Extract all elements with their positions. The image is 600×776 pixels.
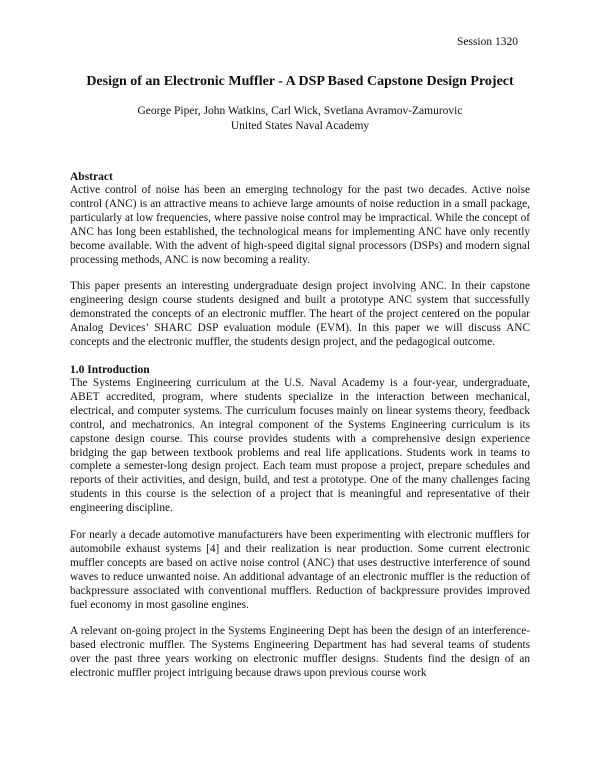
author-block [0, 104, 600, 134]
introduction-paragraph-1: The Systems Engineering curriculum at the U.S. Naval Academy is a four-year, undergraduate, ABET accredited, program, where students specialize in the interaction between mechanical, electrical, and computer systems. The curriculum focuses mainly on linear systems theory, feedback control, and mechatronics. An integral component of the Systems Engineering curriculum is its capstone design course. This course provides students with a comprehensive design experience bridging the gap between textbook problems and real life applications. Students work in teams to complete a semester-long design project. Each team must propose a project, prepare schedules and reports of their activities, and design, build, and test a prototype. One of the many challenges facing students in this course is the selection of a project that is meaningful and representative of their engineering discipline. [70, 376, 530, 515]
paper-title: Design of an Electronic Muffler - A DSP Based Capstone Design Project [86, 74, 514, 89]
session-number: Session 1320 [456, 36, 518, 48]
author-names: George Piper, John Watkins, Carl Wick, Svetlana Avramov-Zamurovic [137, 105, 463, 117]
introduction-heading: 1.0 Introduction [70, 363, 150, 376]
abstract-paragraph-2: This paper presents an interesting undergraduate design project involving ANC. In their capstone engineering design course students designed and built a prototype ANC system that successfully demonstrated the concepts of an electronic muffler. The heart of the project centered on the popular Analog Devices’ SHARC DSP evaluation module (EVM). In this paper we will discuss ANC concepts and the electronic muffler, the students design project, and the pedagogical outcome. [70, 280, 530, 349]
paper-body [70, 170, 530, 681]
abstract-paragraph-1: Active control of noise has been an emerging technology for the past two decades. Active noise control (ANC) is an attractive means to achieve large amounts of noise reduction in a small package, particularly at low frequencies, where passive noise control may be impractical. While the concept of ANC has long been established, the technological means for implementing ANC have only recently become available. With the advent of high-speed digital signal processors (DSPs) and modern signal processing methods, ANC is now becoming a reality. [70, 184, 530, 266]
introduction-section [70, 363, 530, 681]
introduction-paragraph-2: For nearly a decade automotive manufacturers have been experimenting with electronic mufflers for automobile exhaust systems [4] and their realization is near production. Some current electronic muffler concepts are based on active noise control (ANC) that uses destructive interference of sound waves to reduce unwanted noise. An additional advantage of an electronic muffler is the reduction of backpressure associated with conventional mufflers. Reduction of backpressure provides improved fuel economy in most gasoline engines. [70, 529, 530, 611]
introduction-paragraph-3: A relevant on-going project in the Systems Engineering Dept has been the design of an interference-based electronic muffler. The Systems Engineering Department has had several teams of students over the past three years working on electronic muffler designs. Students find the design of an electronic muffler project intriguing because draws upon previous course work [70, 625, 530, 680]
abstract-heading: Abstract [70, 171, 113, 183]
abstract-section [70, 170, 530, 350]
author-affiliation: United States Naval Academy [230, 120, 370, 132]
